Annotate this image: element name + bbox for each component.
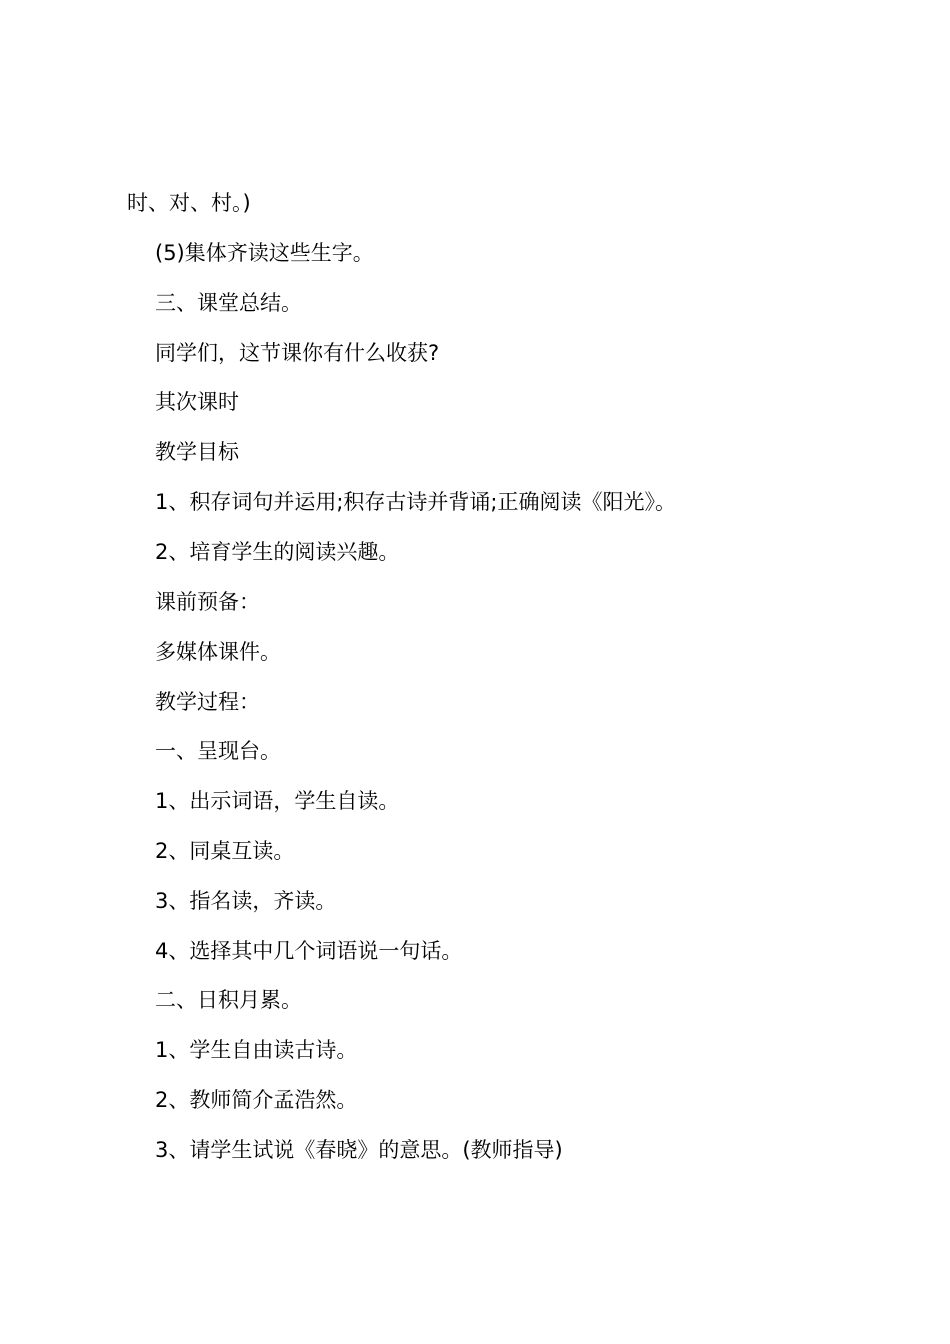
paragraph: 多媒体课件。 <box>155 640 281 664</box>
section-heading: 二、日积月累。 <box>155 988 302 1012</box>
section-heading: 教学过程： <box>155 690 260 714</box>
list-item: 4、选择其中几个词语说一句话。 <box>155 939 463 963</box>
section-heading: 课前预备： <box>155 590 260 614</box>
paragraph: 同学们，这节课你有什么收获? <box>155 341 440 365</box>
continuation-line: 时、对、村。) <box>127 191 251 215</box>
section-heading: 教学目标 <box>155 440 239 464</box>
section-heading: 三、课堂总结。 <box>155 291 302 315</box>
lesson-heading: 其次课时 <box>155 390 239 414</box>
list-item: 1、学生自由读古诗。 <box>155 1038 358 1062</box>
list-item: 3、指名读，齐读。 <box>155 889 337 913</box>
list-item: 2、同桌互读。 <box>155 839 295 863</box>
list-item: 3、请学生试说《春晓》的意思。(教师指导) <box>155 1138 563 1162</box>
list-item: 2、教师简介孟浩然。 <box>155 1088 358 1112</box>
list-item: 1、出示词语，学生自读。 <box>155 789 400 813</box>
list-item: 1、积存词句并运用;积存古诗并背诵;正确阅读《阳光》。 <box>155 490 677 514</box>
step-5-line: (5)集体齐读这些生字。 <box>155 241 374 265</box>
list-item: 2、培育学生的阅读兴趣。 <box>155 540 400 564</box>
section-heading: 一、呈现台。 <box>155 739 281 763</box>
